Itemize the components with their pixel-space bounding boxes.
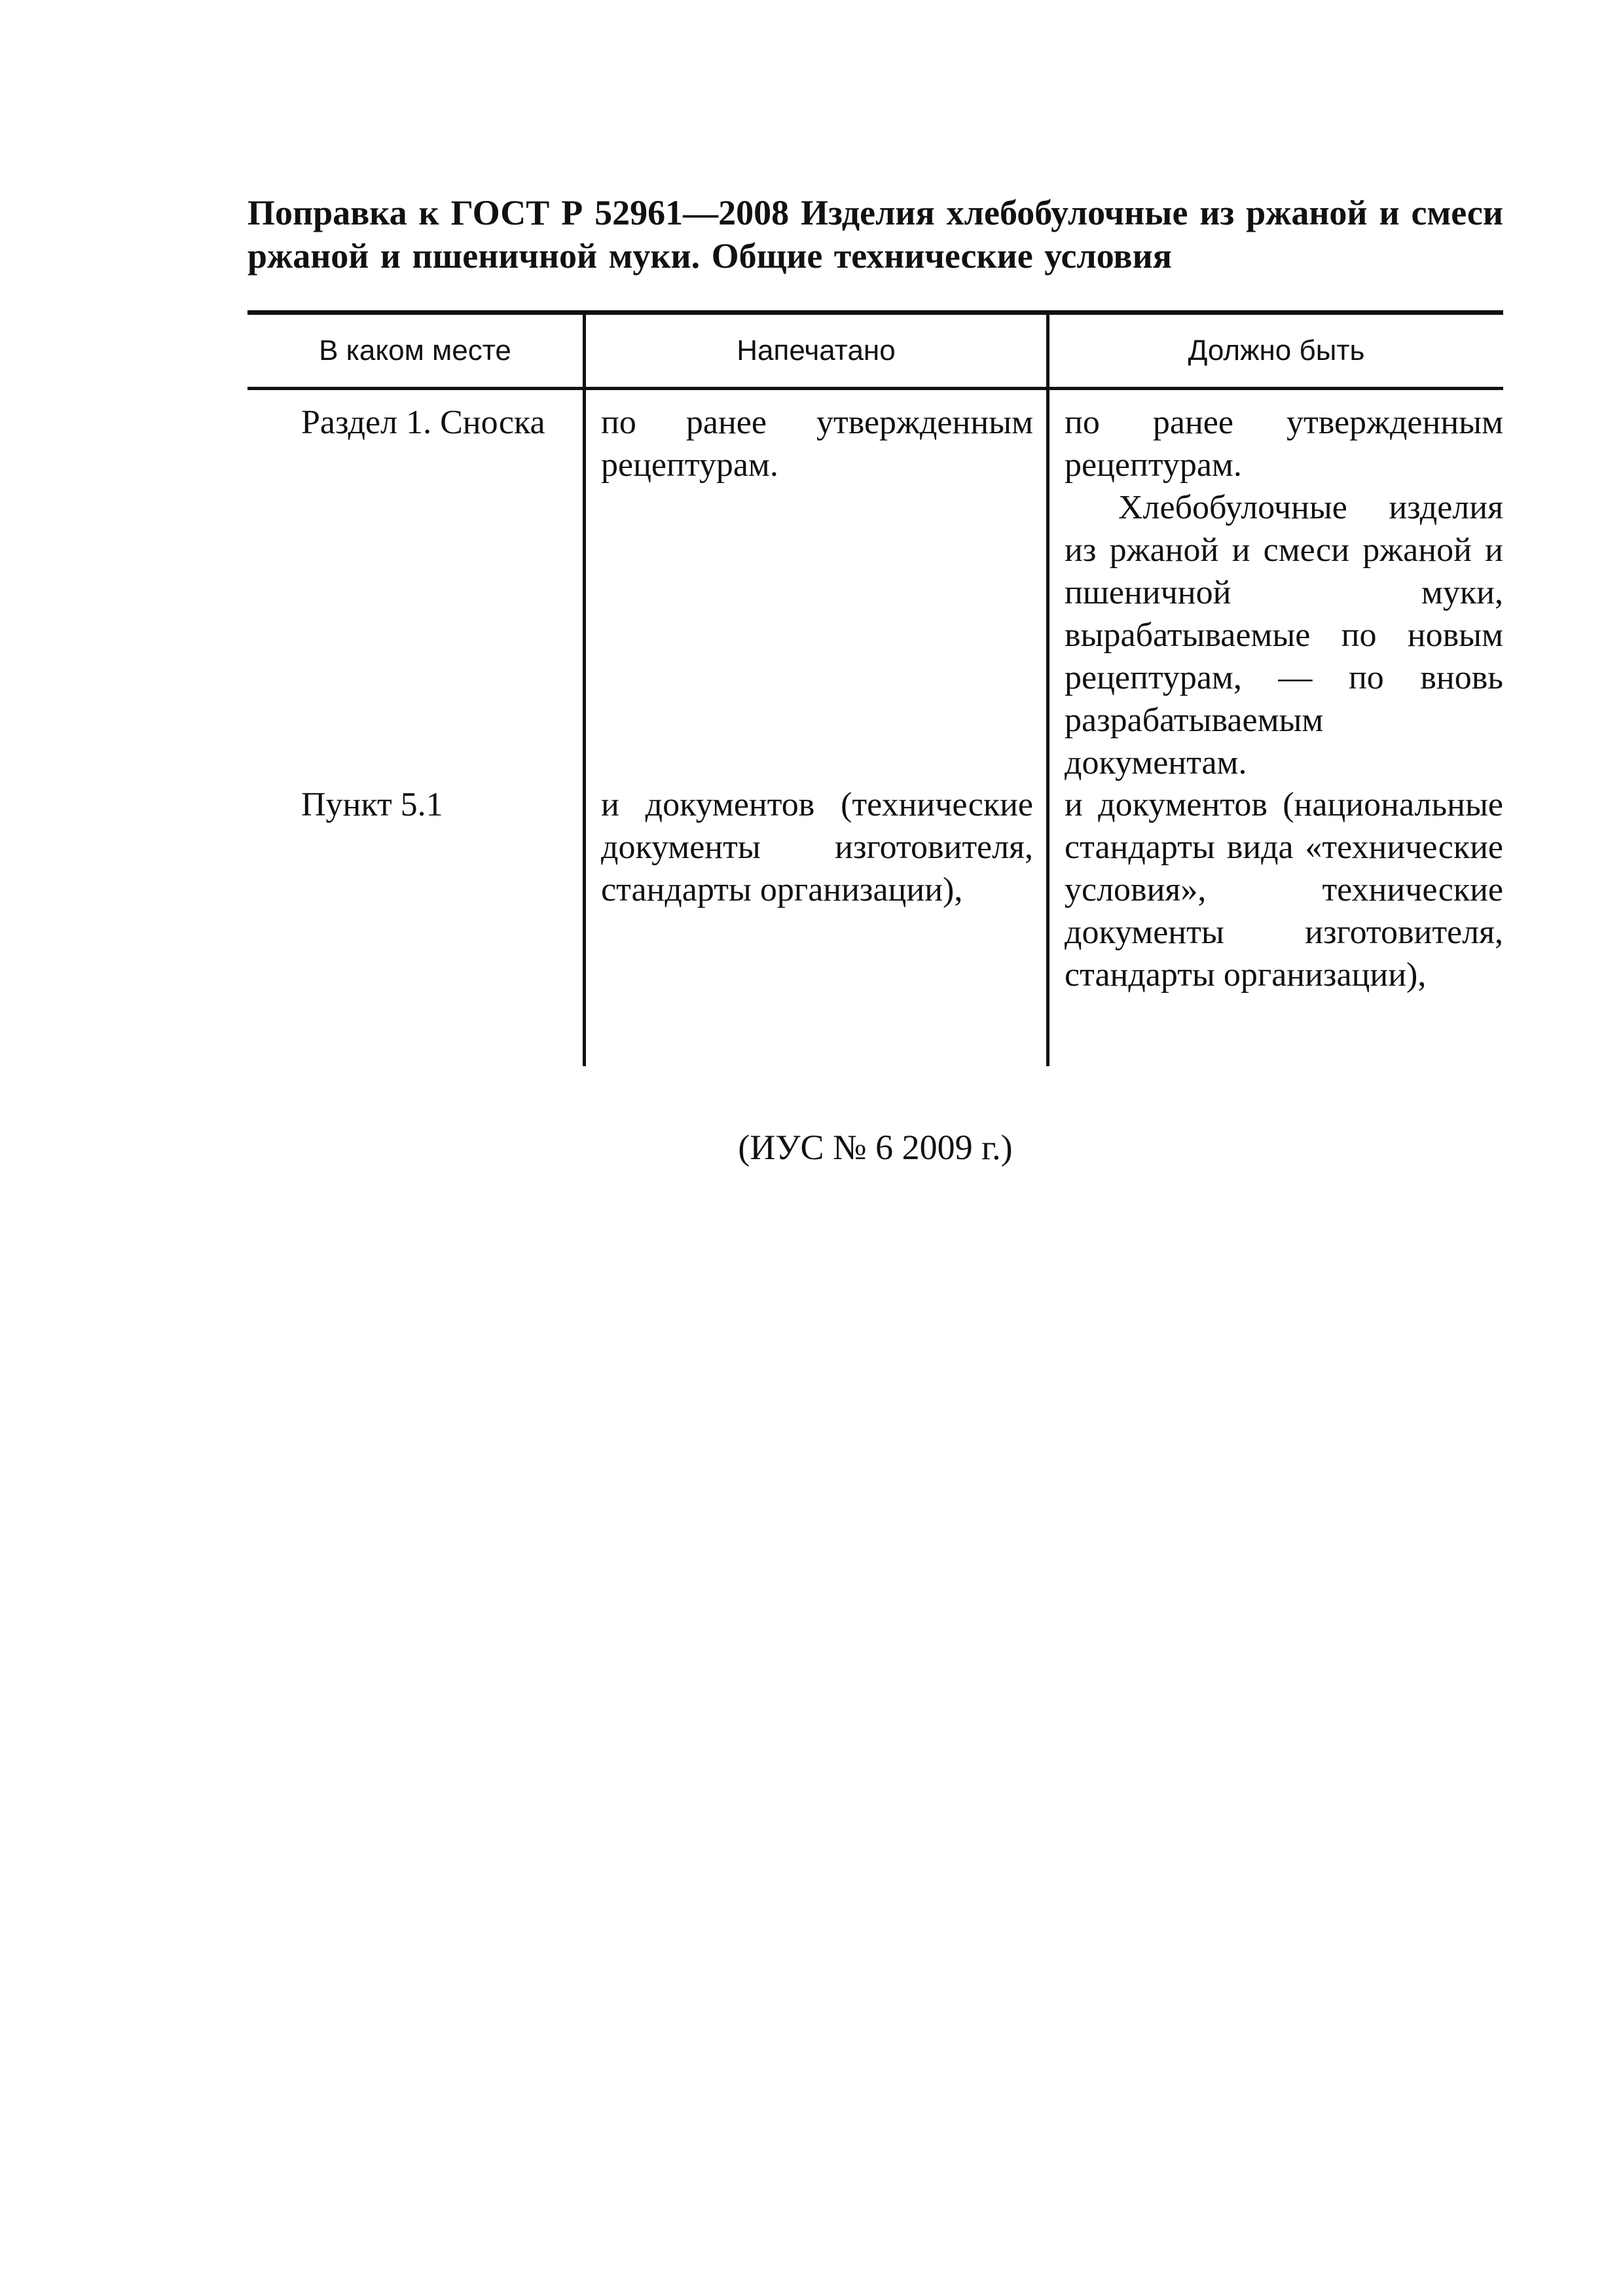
document-title: Поправка к ГОСТ Р 52961—2008 Изделия хлебобулочные из ржаной и смеси ржаной и пшеничной муки. Общие технические условия (247, 193, 1503, 276)
column-divider (1046, 315, 1049, 1066)
table-row-2-place: Пункт 5.1 (301, 786, 443, 823)
column-header-should-be: Должно быть (1188, 334, 1365, 367)
table-row-1-printed: по ранее утвержденным рецептурам. (601, 404, 1033, 484)
table-row-1-should-be (1065, 401, 1503, 784)
table-row-2-should-be (1065, 783, 1503, 996)
should-be-paragraph: по ранее утвержденным рецептурам. (1065, 404, 1503, 484)
table-header (247, 315, 1503, 390)
column-divider (583, 315, 586, 1066)
should-be-paragraph: Хлебобулочные изделия из ржаной и смеси ржаной и пшеничной муки, вырабатываемые по новым рецептурам, — по вновь разрабатываемым документам. (1065, 489, 1503, 781)
should-be-paragraph: и документов (национальные стандарты вида «технические условия», технические документы изготовителя, стандарты организации), (1065, 786, 1503, 994)
correction-table (247, 310, 1503, 1066)
column-header-printed: Напечатано (737, 334, 896, 367)
table-row-2-printed: и документов (технические документы изготовителя, стандарты организации), (601, 786, 1033, 908)
table-row-1-place: Раздел 1. Сноска (301, 404, 545, 441)
document-footer: (ИУС № 6 2009 г.) (738, 1128, 1013, 1167)
column-header-place: В каком месте (319, 334, 511, 367)
